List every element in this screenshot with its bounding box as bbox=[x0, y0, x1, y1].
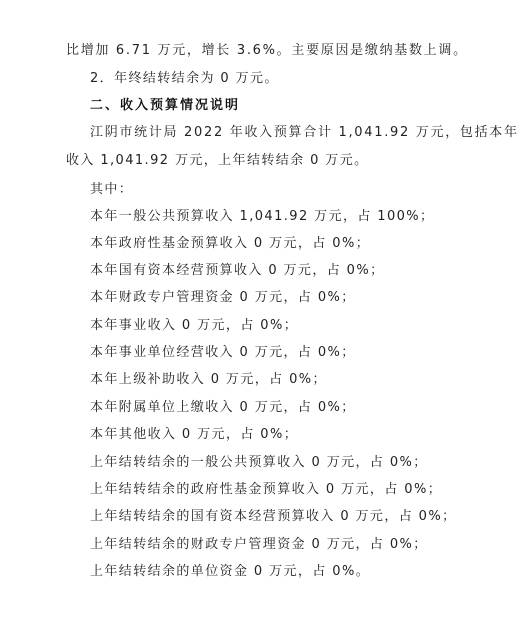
list-item-affiliated-unit-income: 本年附属单位上缴收入 0 万元，占 0%； bbox=[90, 400, 356, 415]
list-item-prior-general-public-budget: 上年结转结余的一般公共预算收入 0 万元，占 0%； bbox=[90, 455, 428, 470]
list-item-prior-unit-funds: 上年结转结余的单位资金 0 万元，占 0%。 bbox=[90, 564, 371, 579]
list-item-business-operation-income: 本年事业单位经营收入 0 万元，占 0%； bbox=[90, 345, 356, 360]
paragraph-line-total-budget-cont: 收入 1,041.92 万元，上年结转结余 0 万元。 bbox=[66, 153, 369, 168]
list-item-state-capital-budget: 本年国有资本经营预算收入 0 万元，占 0%； bbox=[90, 263, 385, 278]
paragraph-line-increase: 比增加 6.71 万元，增长 3.6%。主要原因是缴纳基数上调。 bbox=[66, 43, 468, 58]
paragraph-line-among: 其中： bbox=[90, 182, 134, 197]
list-item-prior-fiscal-account-funds: 上年结转结余的财政专户管理资金 0 万元，占 0%； bbox=[90, 537, 428, 552]
list-item-general-public-budget: 本年一般公共预算收入 1,041.92 万元，占 100%； bbox=[90, 209, 435, 224]
paragraph-line-year-end-balance: 2．年终结转结余为 0 万元。 bbox=[90, 71, 279, 86]
list-item-prior-state-capital-budget: 上年结转结余的国有资本经营预算收入 0 万元，占 0%； bbox=[90, 509, 457, 524]
list-item-government-fund-budget: 本年政府性基金预算收入 0 万元，占 0%； bbox=[90, 236, 371, 251]
list-item-prior-government-fund-budget: 上年结转结余的政府性基金预算收入 0 万元，占 0%； bbox=[90, 482, 443, 497]
list-item-other-income: 本年其他收入 0 万元，占 0%； bbox=[90, 427, 299, 442]
list-item-fiscal-account-funds: 本年财政专户管理资金 0 万元，占 0%； bbox=[90, 290, 356, 305]
list-item-business-income: 本年事业收入 0 万元，占 0%； bbox=[90, 318, 299, 333]
paragraph-line-total-budget: 江阴市统计局 2022 年收入预算合计 1,041.92 万元，包括本年 bbox=[90, 125, 519, 140]
section-heading-income-budget: 二、收入预算情况说明 bbox=[90, 98, 241, 113]
list-item-superior-subsidy-income: 本年上级补助收入 0 万元，占 0%； bbox=[90, 372, 327, 387]
